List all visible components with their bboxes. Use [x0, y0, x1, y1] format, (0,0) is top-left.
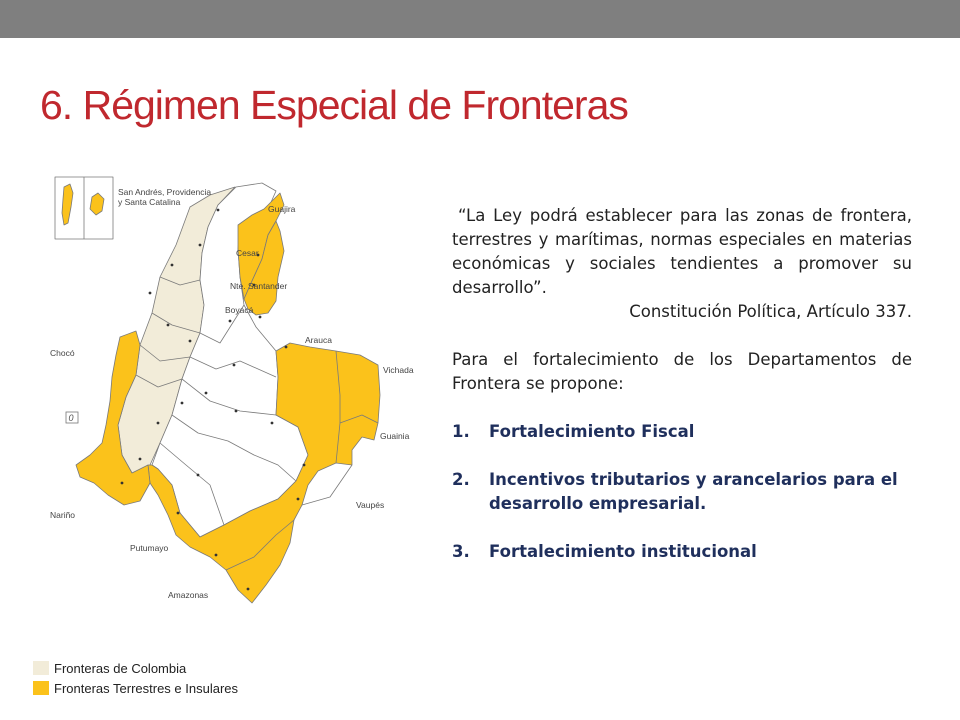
map-graphic	[40, 165, 420, 655]
map-label-putumayo: Putumayo	[130, 543, 169, 553]
legend-item-fronteras-colombia	[33, 658, 238, 678]
proposal-number: 1.	[452, 422, 470, 441]
proposal-number: 2.	[452, 470, 470, 489]
proposal-item	[452, 420, 912, 444]
slide-title: 6. Régimen Especial de Fronteras	[40, 82, 628, 128]
legend-label: Fronteras Terrestres e Insulares	[54, 680, 238, 696]
svg-text:0: 0	[68, 413, 74, 423]
top-bar	[0, 0, 960, 38]
proposal-text: Incentivos tributarios y arancelarios para el desarrollo empresarial.	[489, 470, 898, 513]
proposal-item	[452, 468, 912, 516]
map-label-choco: Chocó	[50, 348, 75, 358]
legend-label: Fronteras de Colombia	[54, 660, 187, 676]
proposal-item	[452, 540, 912, 564]
proposal-number: 3.	[452, 542, 470, 561]
legend-swatch-beige	[33, 661, 49, 675]
map-label-cesar: Cesar	[236, 248, 259, 258]
colombia-map	[40, 165, 420, 655]
quote-citation: Constitución Política, Artículo 337.	[629, 302, 912, 321]
map-label-vaupes: Vaupés	[356, 500, 385, 510]
map-label-boyaca: Boyacá	[225, 305, 254, 315]
content-text	[452, 204, 912, 564]
map-label-amazonas: Amazonas	[168, 590, 209, 600]
proposal-text: Fortalecimiento institucional	[489, 542, 757, 561]
map-label-islands	[118, 187, 211, 207]
map-label-narino: Nariño	[50, 510, 76, 520]
map-label-arauca: Arauca	[305, 335, 332, 345]
map-legend	[33, 658, 238, 698]
constitution-quote: “La Ley podrá establecer para las zonas de frontera, terrestres y marítimas, normas especiales en materias económicas y sociales tendientes a promover su desarrollo”.	[452, 206, 912, 297]
map-label-guainia: Guainia	[380, 431, 410, 441]
map-label-santander: Nte. Santander	[230, 281, 288, 291]
intro-text: Para el fortalecimiento de los Departamentos de Frontera se propone:	[452, 350, 912, 393]
islands-label-text: San Andrés, Providencia y Santa Catalina	[118, 187, 212, 207]
proposal-text: Fortalecimiento Fiscal	[489, 422, 695, 441]
legend-swatch-yellow	[33, 681, 49, 695]
map-label-guajira: Guajira	[268, 204, 296, 214]
map-label-vichada: Vichada	[383, 365, 414, 375]
legend-item-fronteras-terrestres	[33, 678, 238, 698]
